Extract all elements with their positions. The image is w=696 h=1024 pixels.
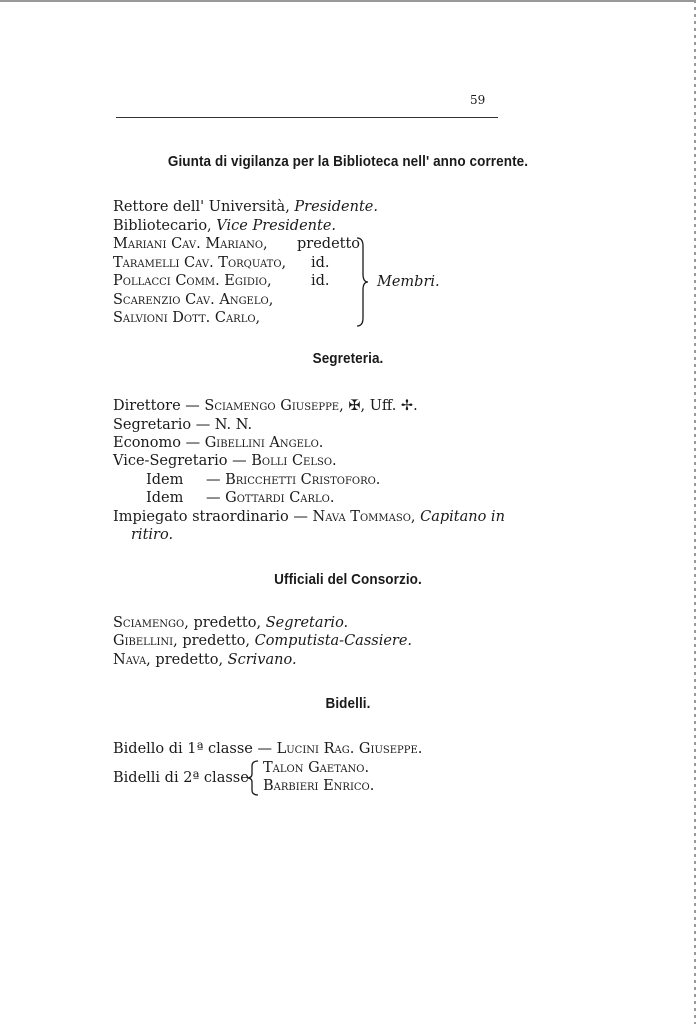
giunta-line-pollacci: [113, 272, 363, 290]
member-name: Scarenzio Cav. Angelo,: [113, 292, 274, 308]
consorzio-line-2: [113, 632, 412, 650]
giunta-line-salvioni: [113, 309, 260, 327]
member-name: Mariani Cav. Mariano,: [113, 236, 268, 252]
member-name: Pollacci Comm. Egidio,: [113, 273, 272, 289]
bidelli-prima: [113, 740, 422, 758]
bidelli-seconda-name1: Talon Gaetano.: [263, 760, 370, 776]
dash: —: [206, 490, 226, 506]
member-note: id.: [311, 273, 330, 289]
text-plain: predetto,: [188, 615, 266, 631]
giunta-line-bibliotecario: [113, 217, 336, 235]
person-name: Gibellini Angelo.: [204, 435, 324, 451]
person-name: Lucini Rag. Giuseppe.: [276, 741, 423, 757]
text-plain: predetto,: [177, 633, 255, 649]
segreteria-direttore: [113, 397, 418, 415]
title: Capitano in: [415, 509, 505, 525]
header-rule: [116, 117, 498, 118]
role-presidente: Presidente.: [294, 199, 378, 215]
consorzio-line-3: [113, 651, 297, 669]
person-name: Bolli Celso.: [251, 453, 337, 469]
giunta-line-scarenzio: [113, 291, 273, 309]
role: Segretario — N. N.: [113, 417, 253, 433]
text-plain: predetto,: [150, 652, 228, 668]
heading-giunta: Giunta di vigilanza per la Biblioteca nell' anno corrente.: [167, 153, 529, 170]
role: Direttore —: [113, 398, 205, 414]
person-name: Sciamengo Giuseppe,: [204, 398, 344, 414]
segreteria-idem1: [206, 471, 380, 489]
giunta-line-mariani: [113, 235, 363, 253]
role: Computista-Cassiere.: [254, 633, 413, 649]
person-name: Gottardi Carlo.: [225, 490, 335, 506]
person-name: Sciamengo,: [113, 615, 189, 631]
label: Bidello di 1ª classe —: [113, 741, 277, 757]
member-name: Taramelli Cav. Torquato,: [113, 255, 287, 271]
person-name: Nava,: [113, 652, 151, 668]
member-note: predetto: [297, 236, 361, 252]
text-plain: Rettore dell' Università,: [113, 199, 295, 215]
consorzio-line-1: [113, 614, 348, 632]
right-brace-icon: [355, 236, 369, 328]
role: Segretario.: [265, 615, 349, 631]
bidelli-seconda-label: Bidelli di 2ª classe: [113, 770, 249, 786]
page-number: 59: [470, 93, 486, 107]
heading-bidelli: Bidelli.: [325, 695, 371, 712]
segreteria-idem2: [206, 489, 335, 507]
role: Impiegato straordinario —: [113, 509, 313, 525]
role: Vice-Segretario —: [113, 453, 252, 469]
heading-segreteria: Segreteria.: [312, 350, 384, 367]
person-name: Gibellini,: [113, 633, 178, 649]
role: Scrivano.: [227, 652, 297, 668]
member-note: id.: [311, 255, 330, 271]
segreteria-impiegato: [113, 508, 505, 526]
segreteria-impiegato-cont: ritiro.: [131, 527, 174, 543]
role-vice-presidente: Vice Presidente.: [216, 218, 337, 234]
text-plain: Bibliotecario,: [113, 218, 217, 234]
dash: —: [206, 472, 226, 488]
left-brace-icon: [246, 760, 260, 796]
segreteria-economo: [113, 434, 323, 452]
giunta-line-taramelli: [113, 254, 363, 272]
segreteria-vice: [113, 452, 337, 470]
bidelli-seconda-name2: Barbieri Enrico.: [263, 778, 375, 794]
page-top-edge: [0, 0, 696, 2]
person-name: Bricchetti Cristoforo.: [225, 472, 381, 488]
member-name: Salvioni Dott. Carlo,: [113, 310, 261, 326]
heading-consorzio: Ufficiali del Consorzio.: [274, 571, 422, 588]
role: Economo —: [113, 435, 205, 451]
honors: ✠, Uff. ✢.: [343, 398, 418, 414]
segreteria-idem1-role: Idem: [146, 472, 184, 488]
person-name: Nava Tommaso,: [312, 509, 416, 525]
membri-label: Membri.: [377, 274, 440, 290]
segreteria-segretario: [113, 416, 252, 434]
giunta-line-rettore: [113, 198, 378, 216]
segreteria-idem2-role: Idem: [146, 490, 184, 506]
